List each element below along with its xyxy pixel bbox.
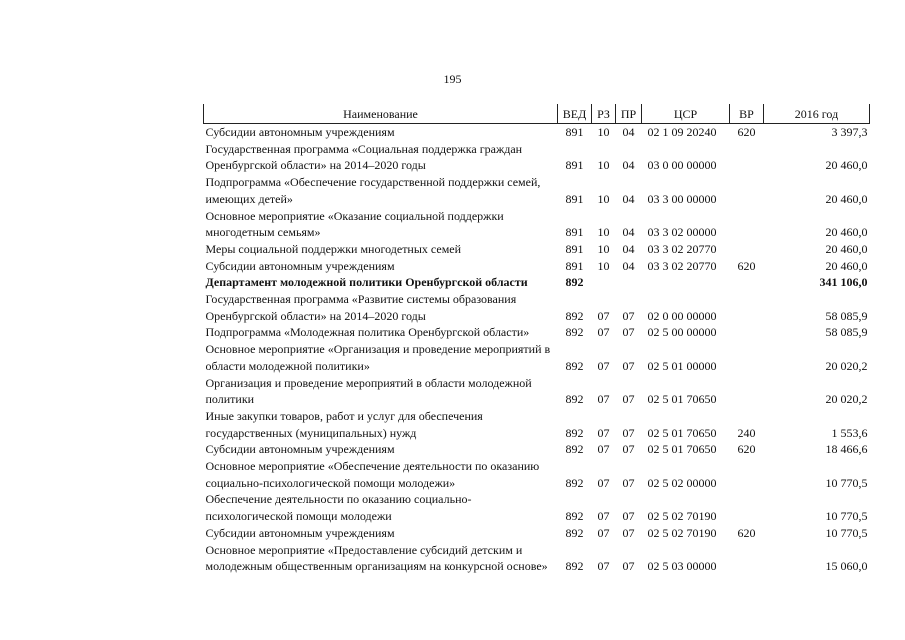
cell-pr: 04 [622,191,635,206]
cell-rz: 07 [597,525,610,540]
cell-ved: 892 [565,475,584,490]
cell-csr: 03 3 02 20770 [647,258,717,273]
cell-csr: 02 5 01 00000 [647,358,717,373]
cell-csr: 02 1 09 20240 [647,125,717,139]
cell-pr: 07 [622,392,635,407]
cell-ved: 892 [565,425,584,440]
cell-rz: 07 [597,358,610,373]
cell-pr: 07 [622,509,635,524]
table-row [204,174,870,207]
cell-vr [730,458,764,491]
cell-ved: 891 [565,241,584,256]
cell-vr [730,274,764,291]
cell-ved: 891 [565,191,584,206]
cell-vr [730,208,764,241]
cell-ved: 892 [565,275,584,290]
cell-name: Субсидии автономным учреждениям [205,442,395,457]
cell-amount: 18 466,6 [825,442,868,457]
cell-vr [730,491,764,524]
table-body [204,124,870,575]
cell-pr: 04 [622,258,635,273]
cell-ved: 892 [565,392,584,407]
cell-amount: 20 460,0 [825,191,868,206]
cell-ved: 892 [565,325,584,340]
cell-name: Департамент молодежной политики Оренбургской области [205,275,528,290]
cell-vr: 240 [737,425,756,440]
cell-csr: 02 5 03 00000 [647,559,717,574]
table-row [204,124,870,141]
cell-pr: 04 [622,158,635,173]
cell-pr: 07 [622,475,635,490]
cell-amount: 3 397,3 [831,125,868,139]
cell-amount: 10 770,5 [825,509,868,524]
table-row [204,141,870,174]
column-header-csr: ЦСР [642,104,730,124]
cell-rz: 07 [597,425,610,440]
cell-pr: 07 [622,325,635,340]
table-row [204,491,870,524]
cell-name: Государственная программа «Социальная поддержка граждан Оренбургской области» на 2014–2020 годы [205,141,523,173]
cell-vr: 620 [737,525,756,540]
table-row [204,441,870,458]
cell-pr: 04 [622,125,635,139]
cell-ved: 892 [565,525,584,540]
cell-csr: 03 3 00 00000 [647,191,717,206]
cell-ved: 892 [565,559,584,574]
cell-vr [730,241,764,258]
cell-amount: 341 106,0 [819,275,868,290]
table-row [204,525,870,542]
cell-rz: 07 [597,442,610,457]
cell-vr: 620 [737,125,756,139]
cell-ved: 891 [565,258,584,273]
cell-name: Иные закупки товаров, работ и услуг для обеспечения государственных (муниципальных) нужд [205,408,483,440]
table-row [204,375,870,408]
cell-pr: 07 [622,358,635,373]
cell-name: Обеспечение деятельности по оказанию социально-психологической помощи молодежи [205,492,472,524]
cell-rz: 07 [597,475,610,490]
column-header-pr: ПР [616,104,642,124]
cell-vr [730,141,764,174]
table-row [204,258,870,275]
cell-csr: 02 5 01 70650 [647,425,717,440]
cell-name: Организация и проведение мероприятий в области молодежной политики [205,375,532,407]
cell-vr [730,375,764,408]
cell-csr: 02 5 01 70650 [647,442,717,457]
column-header-name: Наименование [204,104,558,124]
cell-amount: 15 060,0 [825,559,868,574]
cell-rz [592,274,616,291]
table-row [204,458,870,491]
cell-name: Субсидии автономным учреждениям [205,125,395,139]
cell-name: Субсидии автономным учреждениям [205,258,395,273]
cell-rz: 10 [597,241,610,256]
cell-csr: 02 0 00 00000 [647,308,717,323]
column-header-ved: ВЕД [558,104,592,124]
cell-amount: 58 085,9 [825,308,868,323]
cell-csr: 02 5 01 70650 [647,392,717,407]
cell-amount: 20 020,2 [825,392,868,407]
cell-ved: 891 [565,158,584,173]
column-header-rz: РЗ [592,104,616,124]
table-header-row [204,104,870,124]
cell-pr: 04 [622,225,635,240]
cell-vr: 620 [737,442,756,457]
column-header-amount: 2016 год [764,104,870,124]
cell-amount: 20 460,0 [825,225,868,240]
cell-csr: 02 5 02 70190 [647,525,717,540]
cell-rz: 10 [597,125,610,139]
cell-amount: 20 020,2 [825,358,868,373]
cell-ved: 892 [565,509,584,524]
cell-pr: 04 [622,241,635,256]
cell-name: Субсидии автономным учреждениям [205,525,395,540]
table-row [204,241,870,258]
cell-name: Подпрограмма «Обеспечение государственной поддержки семей, имеющих детей» [205,175,541,206]
table-row [204,274,870,291]
cell-name: Подпрограмма «Молодежная политика Оренбургской области» [205,325,530,340]
cell-amount: 10 770,5 [825,475,868,490]
budget-table [203,104,870,575]
table-row [204,542,870,575]
cell-amount: 20 460,0 [825,258,868,273]
cell-rz: 07 [597,392,610,407]
cell-rz: 07 [597,325,610,340]
cell-vr: 620 [737,258,756,273]
cell-name: Основное мероприятие «Организация и проведение мероприятий в области молодежной политики» [205,342,551,373]
cell-csr [642,274,730,291]
table-row [204,208,870,241]
cell-rz: 10 [597,258,610,273]
cell-pr: 07 [622,425,635,440]
cell-csr: 02 5 02 00000 [647,475,717,490]
cell-pr: 07 [622,308,635,323]
cell-ved: 891 [565,125,584,139]
cell-vr [730,324,764,341]
cell-name: Меры социальной поддержки многодетных семей [205,241,462,256]
cell-csr: 03 3 02 20770 [647,241,717,256]
cell-name: Основное мероприятие «Обеспечение деятельности по оказанию социально-психологической помощи молодежи» [205,459,540,490]
cell-pr: 07 [622,559,635,574]
cell-rz: 10 [597,158,610,173]
cell-ved: 892 [565,358,584,373]
cell-vr [730,341,764,374]
table-row [204,341,870,374]
cell-name: Основное мероприятие «Оказание социальной поддержки многодетным семьям» [205,208,504,240]
table-row [204,291,870,324]
cell-csr: 03 3 02 00000 [647,225,717,240]
cell-csr: 02 5 02 70190 [647,509,717,524]
page-number: 195 [443,72,462,86]
table-row [204,324,870,341]
cell-rz: 07 [597,308,610,323]
cell-name: Основное мероприятие «Предоставление субсидий детским и молодежным общественным организациям на конкурсной основе» [205,542,548,574]
cell-amount: 58 085,9 [825,325,868,340]
cell-vr [730,291,764,324]
cell-csr: 03 0 00 00000 [647,158,717,173]
cell-vr [730,174,764,207]
cell-name: Государственная программа «Развитие системы образования Оренбургской области» на 2014–2020 годы [205,292,517,323]
cell-rz: 07 [597,559,610,574]
cell-vr [730,542,764,575]
column-header-vr: ВР [730,104,764,124]
table-row [204,408,870,441]
cell-pr: 07 [622,442,635,457]
cell-amount: 1 553,6 [831,425,868,440]
cell-rz: 10 [597,191,610,206]
cell-amount: 20 460,0 [825,241,868,256]
cell-ved: 892 [565,308,584,323]
cell-rz: 10 [597,225,610,240]
cell-amount: 20 460,0 [825,158,868,173]
cell-ved: 892 [565,442,584,457]
cell-pr [616,274,642,291]
cell-amount: 10 770,5 [825,525,868,540]
cell-rz: 07 [597,509,610,524]
cell-pr: 07 [622,525,635,540]
cell-ved: 891 [565,225,584,240]
cell-csr: 02 5 00 00000 [647,325,717,340]
